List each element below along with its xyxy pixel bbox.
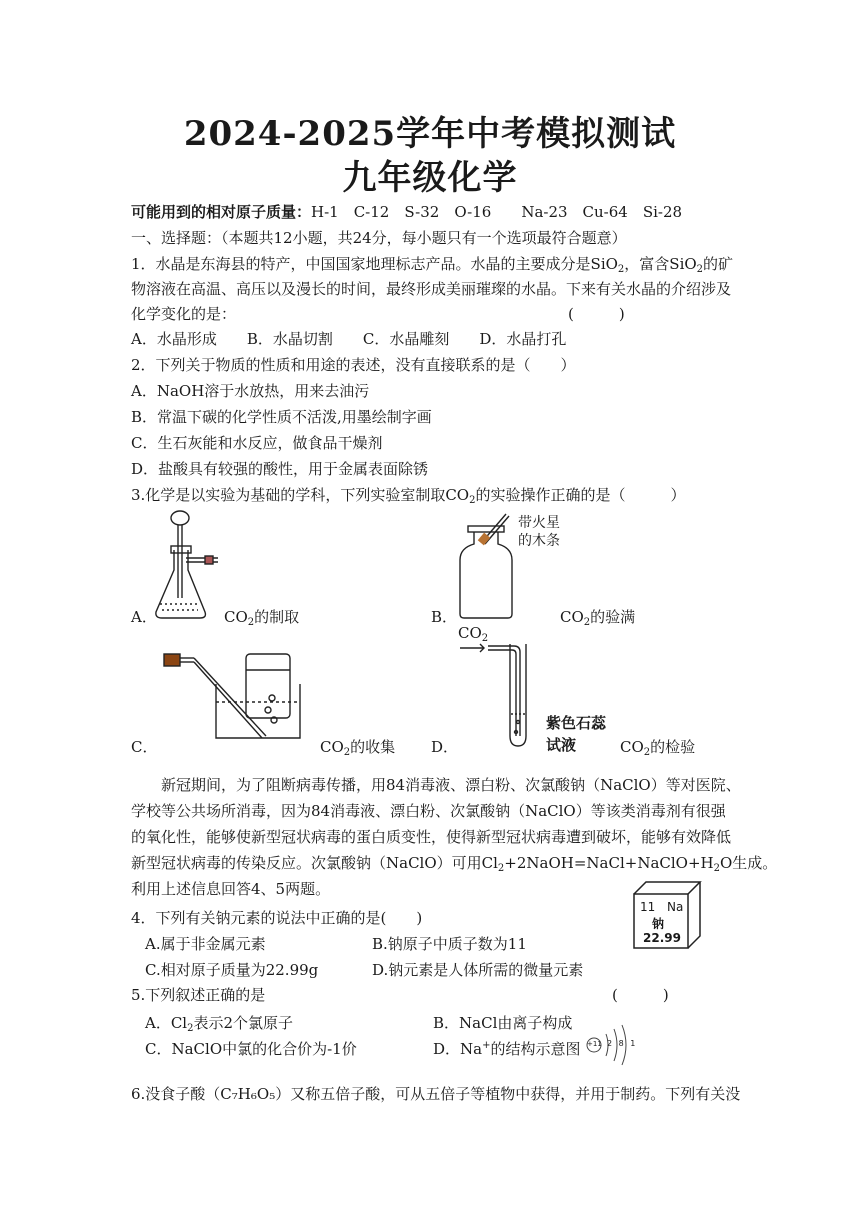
q2-option-b: B．常温下碳的化学性质不活泼,用墨绘制字画 (131, 408, 432, 426)
co2-formula: CO (560, 608, 584, 626)
co2-formula: CO (620, 738, 644, 756)
q1-options: A．水晶形成 B．水晶切割 C．水晶雕刻 D．水晶打孔 (131, 330, 567, 348)
gas-bottle-figure (456, 512, 516, 620)
subscript: 2 (713, 863, 720, 874)
passage-text: 新型冠状病毒的传染反应。次氯酸钠（NaClO）可用Cl (131, 854, 498, 872)
passage-line2: 学校等公共场所消毒，因为84消毒液、漂白粉、次氯酸钠（NaClO）等该类消毒剂有很强 (131, 802, 726, 820)
q3-stem (131, 485, 685, 505)
passage-line3: 的氧化性，能够使新型冠状病毒的蛋白质变性，使得新型冠状病毒遭到破坏，能够有效降低 (131, 828, 732, 846)
atomic-mass-line (131, 202, 682, 222)
q5-text: 表示2个氯原子 (193, 1014, 294, 1032)
subscript: 2 (497, 863, 505, 874)
q2-stem: 2．下列关于物质的性质和用途的表述，没有直接联系的是（ ） (131, 356, 576, 374)
q3-b-letter: B． (431, 608, 458, 626)
q1-answer-paren: ( ) (568, 305, 625, 323)
q1-line2: 物溶液在高温、高压以及漫长的时间，最终形成美丽璀璨的水晶。下来有关水晶的介绍涉及 (131, 280, 732, 298)
subscript: 2 (617, 264, 625, 275)
subscript: 2 (343, 747, 351, 758)
co2-formula: CO (320, 738, 344, 756)
subscript: 2 (187, 1023, 194, 1034)
q5-text: A．Cl (145, 1014, 188, 1032)
litmus-label-1: 紫色石蕊 (546, 714, 607, 732)
element-name: 钠 (652, 917, 665, 931)
splint-label-1: 带火星 (518, 515, 560, 531)
caption: 的检验 (650, 738, 696, 756)
q4-option-d: D.钠元素是人体所需的微量元素 (372, 961, 584, 979)
subscript: 2 (696, 264, 704, 275)
q5-option-c: C．NaClO中氯的化合价为-1价 (145, 1040, 357, 1058)
q5-option-a (145, 1013, 293, 1033)
atomic-mass-values: H-1 C-12 S-32 O-16 Na-23 Cu-64 Si-28 (311, 203, 683, 221)
q3-c-caption (320, 736, 395, 757)
passage-text: +2NaOH=NaCl+NaClO+H (504, 854, 714, 872)
co2-formula: CO (224, 608, 248, 626)
q2-option-c: C．生石灰能和水反应，做食品干燥剂 (131, 434, 383, 452)
passage-line5: 利用上述信息回答4、5两题。 (131, 880, 331, 898)
q5-stem: 5.下列叙述正确的是 (131, 986, 266, 1004)
litmus-label-2: 试液 (546, 736, 577, 754)
page-title: 2024-2025学年中考模拟测试 (183, 114, 677, 154)
q1-line1 (131, 254, 733, 274)
q4-option-a: A.属于非金属元素 (145, 935, 266, 953)
atomic-mass-label: 可能用到的相对原子质量： (131, 203, 312, 221)
q5-option-d (433, 1039, 581, 1059)
q3-d-caption (620, 736, 695, 757)
caption: 的制取 (254, 608, 300, 626)
q5-text: D．Na (433, 1040, 483, 1058)
section-heading: 一、选择题：（本题共12小题，共24分，每小题只有一个选项最符合题意） (131, 229, 627, 247)
q4-option-b: B.钠原子中质子数为11 (372, 935, 527, 953)
caption: 的验满 (590, 608, 636, 626)
co2-formula: CO (458, 624, 482, 642)
subscript: 2 (481, 633, 489, 644)
subscript: 2 (469, 495, 476, 506)
passage-line4 (131, 853, 777, 873)
passage-text: O生成。 (720, 854, 778, 872)
page-subtitle: 九年级化学 (342, 158, 518, 198)
passage-line1: 新冠期间，为了阻断病毒传播，用84消毒液、漂白粉、次氯酸钠（NaClO）等对医院、 (161, 776, 741, 794)
q4-option-c: C.相对原子质量为22.99g (145, 961, 319, 979)
q3-text: 3.化学是以实验为基础的学科，下列实验室制取CO (131, 486, 470, 504)
splint-label-2: 的木条 (518, 533, 560, 549)
q6-line1: 6.没食子酸（C₇H₆O₅）又称五倍子酸，可从五倍子等植物中获得，并用于制药。下列有关没 (131, 1085, 741, 1103)
q3-text: 的实验操作正确的是（ ） (475, 486, 686, 504)
superscript: + (482, 1040, 491, 1051)
q3-a-caption (224, 606, 299, 627)
q1-line3: 化学变化的是： (131, 305, 237, 323)
element-atomic-number: 11 (640, 900, 656, 914)
q5-answer-paren: ( ) (612, 986, 669, 1004)
q3-d-letter: D． (431, 738, 459, 756)
q3-b-caption (560, 606, 635, 627)
element-mass: 22.99 (643, 931, 681, 945)
test-tube-figure (456, 640, 546, 750)
q3-a-letter: A． (131, 608, 157, 626)
flask-apparatus-figure (150, 508, 230, 626)
q3-c-letter: C． (131, 738, 158, 756)
ion-shell-electrons: 2 8 1 (607, 1039, 638, 1048)
q2-option-a: A．NaOH溶于水放热，用来去油污 (131, 382, 370, 400)
q4-stem: 4．下列有关钠元素的说法中正确的是( ) (131, 909, 423, 927)
q1-text: 的矿 (703, 255, 734, 273)
water-collection-figure (160, 650, 310, 744)
subscript: 2 (247, 617, 255, 628)
ion-nucleus-charge: +11 (587, 1040, 602, 1048)
q2-option-d: D．盐酸具有较强的酸性，用于金属表面除锈 (131, 460, 429, 478)
caption: 的收集 (350, 738, 396, 756)
q5-option-b: B．NaCl由离子构成 (433, 1014, 573, 1032)
q1-text: ，富含SiO (624, 255, 697, 273)
q1-text: 1．水晶是东海县的特产，中国国家地理标志产品。水晶的主要成分是SiO (131, 255, 618, 273)
q5-text: 的结构示意图 (490, 1040, 581, 1058)
subscript: 2 (583, 617, 591, 628)
subscript: 2 (643, 747, 651, 758)
element-symbol: Na (667, 900, 684, 914)
